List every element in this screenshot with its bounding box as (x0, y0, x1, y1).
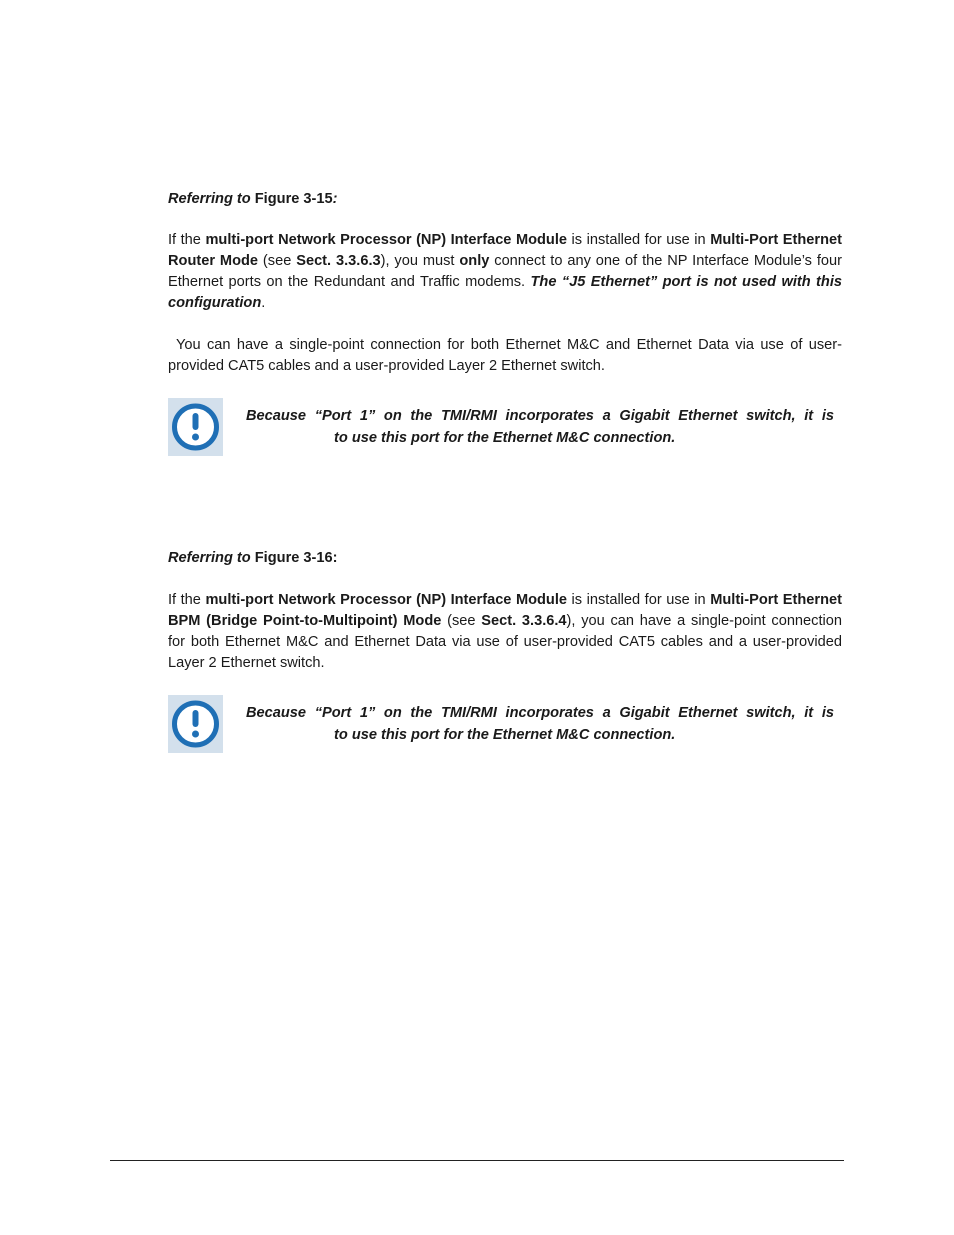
text: ), you must (380, 253, 460, 269)
text: If the (168, 592, 206, 608)
note-text-2 (246, 702, 834, 746)
router-mode-term: Multi-Port Ethernet Router Mode (168, 232, 842, 269)
text: . (261, 295, 266, 311)
text: is installed for use in (567, 592, 711, 608)
j5-warning: The “J5 Ethernet” port is not used with this configuration (168, 274, 842, 311)
paragraph-single-point: You can have a single-point connection for both Ethernet M&C and Ethernet Data via use of user-provided CAT5 cables and a user-provided Layer 2 Ethernet switch. (168, 337, 842, 374)
footer-divider (110, 1160, 844, 1161)
text: is installed for use in (567, 232, 711, 248)
bpm-mode-term: Multi-Port Ethernet BPM (Bridge Point-to-Multipoint) Mode (168, 592, 842, 629)
referring-line-1 (168, 189, 842, 210)
note-line-1: Because “Port 1” on the TMI/RMI incorporates a Gigabit Ethernet switch, it is (246, 705, 834, 721)
referring-suffix: : (332, 191, 338, 207)
exclamation-circle-icon (168, 695, 223, 753)
np-module-term: multi-port Network Processor (NP) Interface Module (205, 592, 568, 608)
paragraph-bpm-mode (168, 590, 842, 674)
note-line-2: to use this port for the Ethernet M&C connection. (334, 727, 676, 743)
exclamation-circle-icon (168, 398, 223, 456)
text: If the (168, 232, 206, 248)
text: (see (441, 613, 482, 629)
text: connect to any one of the NP Interface Module’s four Ethernet ports on the Redundant and Traffic modems. (168, 253, 843, 290)
text: (see (258, 253, 297, 269)
section-reference: Sect. 3.3.6.3 (296, 253, 381, 269)
figure-reference: Figure 3-16: (254, 550, 338, 566)
note-text-1 (246, 405, 834, 449)
text: ), you can have a single-point connection for both Ethernet M&C and Ethernet Data via use of user-provided CAT5 cables and a user-provided Layer 2 Ethernet switch. (168, 613, 842, 671)
referring-line-2 (168, 548, 842, 569)
paragraph-router-mode (168, 230, 842, 314)
np-module-term: multi-port Network Processor (NP) Interface Module (205, 232, 568, 248)
referring-prefix: Referring to (168, 550, 251, 566)
emphasis-only: only (459, 253, 490, 269)
referring-prefix: Referring to (168, 191, 251, 207)
note-line-1: Because “Port 1” on the TMI/RMI incorporates a Gigabit Ethernet switch, it is (246, 408, 834, 424)
note-line-2: to use this port for the Ethernet M&C connection. (334, 430, 676, 446)
figure-reference: Figure 3-15 (254, 191, 333, 207)
section-reference: Sect. 3.3.6.4 (481, 613, 567, 629)
